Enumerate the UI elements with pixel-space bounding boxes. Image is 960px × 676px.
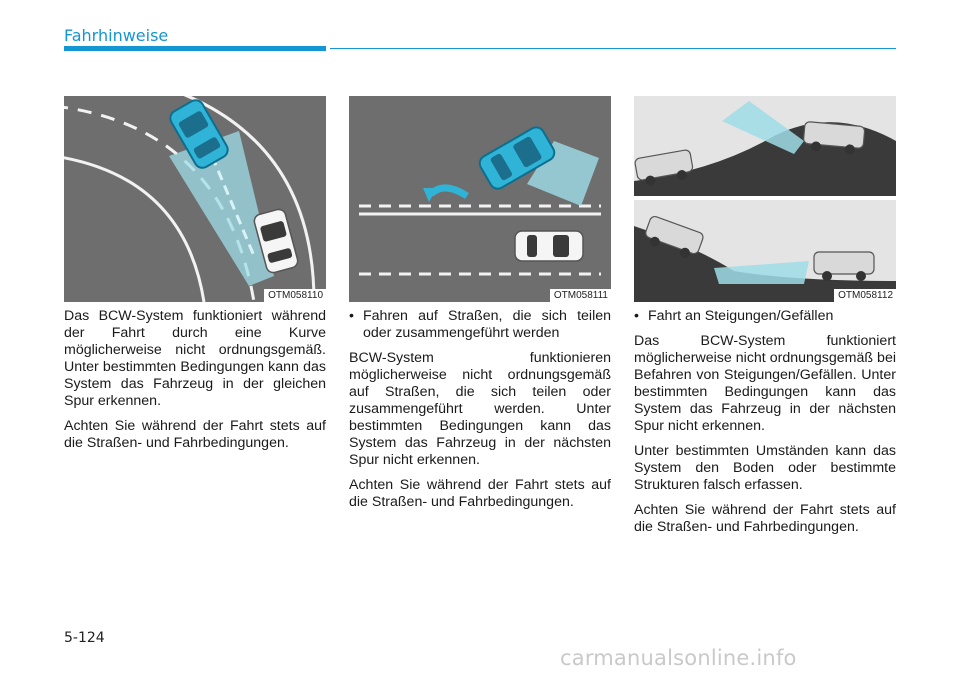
text-column-2 [349, 308, 611, 519]
paragraph: BCW-System funktionieren möglicherweise nicht ordnungsgemäß auf Straßen, die sich teilen oder zusammengeführt werden. Unter bestimmten Bedingungen kann das System das Fahrzeug in der nächsten Spur nicht erkennen. [349, 350, 611, 468]
figure-curve [64, 96, 326, 302]
bullet-item [349, 308, 611, 342]
paragraph: Achten Sie während der Fahrt stets auf die Straßen- und Fahrbedingungen. [634, 502, 896, 535]
figure-code: OTM058110 [264, 289, 326, 302]
figure-hills [634, 96, 896, 302]
watermark: carmanualsonline.info [560, 646, 797, 670]
bullet-text: Fahren auf Straßen, die sich teilen oder zusammengeführt werden [363, 308, 611, 341]
bullet-item [634, 308, 896, 325]
text-column-3 [634, 308, 896, 544]
paragraph: Achten Sie während der Fahrt stets auf die Straßen- und Fahrbedingungen. [64, 418, 326, 451]
paragraph: Das BCW-System funktioniert möglicherweise nicht ordnungsgemäß bei Befahren von Steigungen/Gefällen. Unter bestimmten Bedingungen kann das System das Fahrzeug in der nächsten Spur nicht erkennen. [634, 333, 896, 434]
merging-illustration [349, 96, 611, 302]
header-rule-accent [64, 46, 326, 51]
paragraph: Unter bestimmten Umständen kann das System den Boden oder bestimmte Strukturen falsch erfassen. [634, 443, 896, 493]
text-column-1 [64, 308, 326, 460]
section-title: Fahrhinweise [64, 26, 169, 45]
paragraph: Das BCW-System funktioniert während der Fahrt durch eine Kurve möglicherweise nicht ordnungsgemäß. Unter bestimmten Bedingungen kann das System das Fahrzeug in der gleichen Spur erkennen. [64, 308, 326, 409]
figure-code: OTM058112 [834, 289, 896, 302]
bullet-dot-icon: • [634, 308, 639, 324]
bullet-dot-icon: • [349, 308, 354, 324]
hills-illustration [634, 96, 896, 302]
page-number: 5-124 [64, 630, 105, 646]
curve-illustration [64, 96, 326, 302]
bullet-text: Fahrt an Steigungen/Gefällen [648, 308, 834, 324]
figure-merging [349, 96, 611, 302]
paragraph: Achten Sie während der Fahrt stets auf die Straßen- und Fahrbedingungen. [349, 477, 611, 510]
header-rule-line [330, 48, 896, 49]
figure-code: OTM058111 [550, 289, 611, 302]
